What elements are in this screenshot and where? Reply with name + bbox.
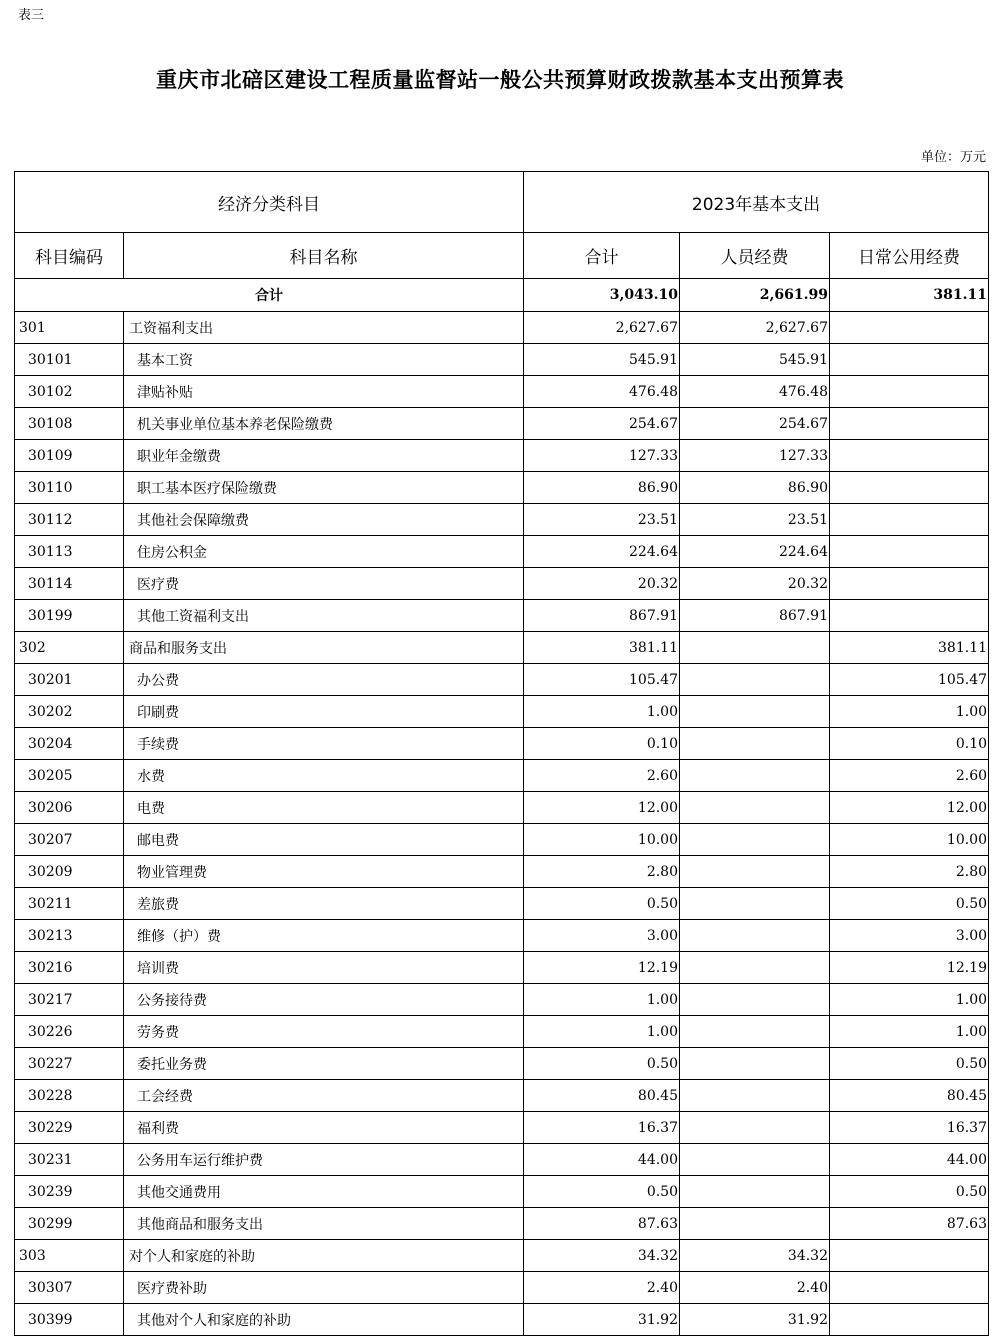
row-name: 住房公积金 xyxy=(124,536,524,568)
row-personnel xyxy=(680,1080,830,1112)
row-code: 30101 xyxy=(15,344,124,376)
row-personnel xyxy=(680,952,830,984)
row-total: 34.32 xyxy=(524,1240,680,1272)
table-row xyxy=(15,440,989,472)
row-name: 其他工资福利支出 xyxy=(124,600,524,632)
row-personnel: 476.48 xyxy=(680,376,830,408)
row-total: 87.63 xyxy=(524,1208,680,1240)
row-code: 30206 xyxy=(15,792,124,824)
row-personnel xyxy=(680,792,830,824)
row-name: 印刷费 xyxy=(124,696,524,728)
row-name: 职工基本医疗保险缴费 xyxy=(124,472,524,504)
row-daily: 0.50 xyxy=(830,1176,989,1208)
row-total: 10.00 xyxy=(524,824,680,856)
row-personnel xyxy=(680,920,830,952)
row-name: 差旅费 xyxy=(124,888,524,920)
table-row xyxy=(15,1272,989,1304)
header-econ-class: 经济分类科目 xyxy=(15,172,524,233)
table-row xyxy=(15,600,989,632)
row-daily xyxy=(830,408,989,440)
row-daily xyxy=(830,312,989,344)
table-row xyxy=(15,824,989,856)
row-daily xyxy=(830,472,989,504)
row-code: 30229 xyxy=(15,1112,124,1144)
row-code: 30201 xyxy=(15,664,124,696)
table-row xyxy=(15,1112,989,1144)
header-total: 合计 xyxy=(524,233,680,279)
table-row xyxy=(15,568,989,600)
table-row xyxy=(15,856,989,888)
table-row xyxy=(15,696,989,728)
row-daily xyxy=(830,504,989,536)
table-row xyxy=(15,1176,989,1208)
row-code: 30108 xyxy=(15,408,124,440)
table-row xyxy=(15,952,989,984)
row-code: 30207 xyxy=(15,824,124,856)
row-name: 工资福利支出 xyxy=(124,312,524,344)
row-total: 1.00 xyxy=(524,984,680,1016)
row-daily: 1.00 xyxy=(830,696,989,728)
row-total: 12.00 xyxy=(524,792,680,824)
row-code: 30113 xyxy=(15,536,124,568)
budget-table xyxy=(14,171,989,1336)
row-total: 80.45 xyxy=(524,1080,680,1112)
row-total: 23.51 xyxy=(524,504,680,536)
row-name: 对个人和家庭的补助 xyxy=(124,1240,524,1272)
row-name: 电费 xyxy=(124,792,524,824)
row-code: 30213 xyxy=(15,920,124,952)
unit-label: 单位：万元 xyxy=(920,150,986,165)
header-code: 科目编码 xyxy=(15,233,124,279)
row-personnel xyxy=(680,696,830,728)
total-daily: 381.11 xyxy=(830,279,989,312)
table-row xyxy=(15,984,989,1016)
row-code: 30239 xyxy=(15,1176,124,1208)
table-row xyxy=(15,888,989,920)
row-personnel: 34.32 xyxy=(680,1240,830,1272)
row-name: 医疗费 xyxy=(124,568,524,600)
row-daily xyxy=(830,1304,989,1336)
row-code: 30205 xyxy=(15,760,124,792)
row-daily: 3.00 xyxy=(830,920,989,952)
row-total: 2.80 xyxy=(524,856,680,888)
row-code: 30204 xyxy=(15,728,124,760)
row-daily xyxy=(830,1272,989,1304)
row-total: 545.91 xyxy=(524,344,680,376)
row-total: 0.10 xyxy=(524,728,680,760)
row-total: 1.00 xyxy=(524,1016,680,1048)
row-name: 其他商品和服务支出 xyxy=(124,1208,524,1240)
row-personnel xyxy=(680,1112,830,1144)
row-name: 办公费 xyxy=(124,664,524,696)
row-personnel: 31.92 xyxy=(680,1304,830,1336)
row-personnel xyxy=(680,984,830,1016)
row-code: 301 xyxy=(15,312,124,344)
row-daily: 87.63 xyxy=(830,1208,989,1240)
row-daily: 16.37 xyxy=(830,1112,989,1144)
row-name: 商品和服务支出 xyxy=(124,632,524,664)
row-total: 20.32 xyxy=(524,568,680,600)
row-code: 30228 xyxy=(15,1080,124,1112)
table-row xyxy=(15,760,989,792)
row-personnel: 23.51 xyxy=(680,504,830,536)
table-row xyxy=(15,472,989,504)
row-personnel: 867.91 xyxy=(680,600,830,632)
row-code: 30399 xyxy=(15,1304,124,1336)
row-personnel: 2.40 xyxy=(680,1272,830,1304)
row-personnel xyxy=(680,1208,830,1240)
row-total: 254.67 xyxy=(524,408,680,440)
header-row-columns xyxy=(15,233,989,279)
row-total: 2.40 xyxy=(524,1272,680,1304)
row-name: 物业管理费 xyxy=(124,856,524,888)
row-personnel xyxy=(680,856,830,888)
row-code: 30102 xyxy=(15,376,124,408)
row-daily xyxy=(830,376,989,408)
row-total: 867.91 xyxy=(524,600,680,632)
row-name: 维修（护）费 xyxy=(124,920,524,952)
row-total: 16.37 xyxy=(524,1112,680,1144)
row-name: 公务接待费 xyxy=(124,984,524,1016)
row-total: 127.33 xyxy=(524,440,680,472)
row-code: 30299 xyxy=(15,1208,124,1240)
row-name: 培训费 xyxy=(124,952,524,984)
row-total: 0.50 xyxy=(524,1176,680,1208)
row-total: 381.11 xyxy=(524,632,680,664)
row-daily: 2.80 xyxy=(830,856,989,888)
row-total: 31.92 xyxy=(524,1304,680,1336)
row-code: 30227 xyxy=(15,1048,124,1080)
document-title: 重庆市北碚区建设工程质量监督站一般公共预算财政拨款基本支出预算表 xyxy=(156,67,844,92)
table-row xyxy=(15,504,989,536)
row-total: 2.60 xyxy=(524,760,680,792)
row-daily: 1.00 xyxy=(830,984,989,1016)
row-personnel xyxy=(680,888,830,920)
row-daily: 105.47 xyxy=(830,664,989,696)
total-personnel: 2,661.99 xyxy=(680,279,830,312)
row-total: 1.00 xyxy=(524,696,680,728)
row-code: 30231 xyxy=(15,1144,124,1176)
table-row xyxy=(15,1240,989,1272)
header-personnel: 人员经费 xyxy=(680,233,830,279)
row-daily: 80.45 xyxy=(830,1080,989,1112)
table-row xyxy=(15,1208,989,1240)
row-daily: 1.00 xyxy=(830,1016,989,1048)
row-personnel: 86.90 xyxy=(680,472,830,504)
row-daily xyxy=(830,568,989,600)
row-personnel xyxy=(680,824,830,856)
row-code: 30226 xyxy=(15,1016,124,1048)
row-code: 30110 xyxy=(15,472,124,504)
table-row xyxy=(15,1048,989,1080)
row-name: 水费 xyxy=(124,760,524,792)
row-personnel: 224.64 xyxy=(680,536,830,568)
row-total: 86.90 xyxy=(524,472,680,504)
row-personnel: 2,627.67 xyxy=(680,312,830,344)
row-daily: 2.60 xyxy=(830,760,989,792)
row-name: 邮电费 xyxy=(124,824,524,856)
row-personnel xyxy=(680,664,830,696)
table-row xyxy=(15,664,989,696)
row-daily: 12.19 xyxy=(830,952,989,984)
table-row xyxy=(15,1080,989,1112)
row-daily xyxy=(830,1240,989,1272)
table-row xyxy=(15,312,989,344)
row-total: 476.48 xyxy=(524,376,680,408)
row-name: 机关事业单位基本养老保险缴费 xyxy=(124,408,524,440)
total-amount: 3,043.10 xyxy=(524,279,680,312)
row-code: 30307 xyxy=(15,1272,124,1304)
row-name: 职业年金缴费 xyxy=(124,440,524,472)
row-daily: 0.50 xyxy=(830,1048,989,1080)
row-total: 3.00 xyxy=(524,920,680,952)
table-row xyxy=(15,1144,989,1176)
header-name: 科目名称 xyxy=(124,233,524,279)
row-daily: 0.50 xyxy=(830,888,989,920)
row-code: 30217 xyxy=(15,984,124,1016)
row-personnel: 254.67 xyxy=(680,408,830,440)
header-row-top xyxy=(15,172,989,233)
row-name: 福利费 xyxy=(124,1112,524,1144)
row-personnel xyxy=(680,1176,830,1208)
row-personnel xyxy=(680,728,830,760)
table-row xyxy=(15,1016,989,1048)
table-row xyxy=(15,376,989,408)
row-total: 224.64 xyxy=(524,536,680,568)
header-daily: 日常公用经费 xyxy=(830,233,989,279)
row-daily xyxy=(830,440,989,472)
row-daily xyxy=(830,536,989,568)
row-name: 其他交通费用 xyxy=(124,1176,524,1208)
total-row xyxy=(15,279,989,312)
row-name: 手续费 xyxy=(124,728,524,760)
table-row xyxy=(15,408,989,440)
table-row xyxy=(15,1304,989,1336)
row-personnel xyxy=(680,760,830,792)
row-name: 其他社会保障缴费 xyxy=(124,504,524,536)
table-row xyxy=(15,632,989,664)
table-number-label: 表三 xyxy=(18,8,45,23)
row-name: 工会经费 xyxy=(124,1080,524,1112)
row-daily: 10.00 xyxy=(830,824,989,856)
row-code: 30112 xyxy=(15,504,124,536)
header-year-budget: 2023年基本支出 xyxy=(524,172,989,233)
table-row xyxy=(15,920,989,952)
row-name: 劳务费 xyxy=(124,1016,524,1048)
row-name: 津贴补贴 xyxy=(124,376,524,408)
row-total: 2,627.67 xyxy=(524,312,680,344)
row-personnel xyxy=(680,1048,830,1080)
row-code: 30199 xyxy=(15,600,124,632)
row-name: 公务用车运行维护费 xyxy=(124,1144,524,1176)
table-row xyxy=(15,344,989,376)
row-name: 其他对个人和家庭的补助 xyxy=(124,1304,524,1336)
row-total: 0.50 xyxy=(524,1048,680,1080)
row-total: 44.00 xyxy=(524,1144,680,1176)
table-row xyxy=(15,728,989,760)
row-total: 0.50 xyxy=(524,888,680,920)
row-personnel: 20.32 xyxy=(680,568,830,600)
row-code: 30211 xyxy=(15,888,124,920)
total-label: 合计 xyxy=(15,279,524,312)
row-name: 委托业务费 xyxy=(124,1048,524,1080)
row-total: 105.47 xyxy=(524,664,680,696)
row-code: 30216 xyxy=(15,952,124,984)
table-row xyxy=(15,536,989,568)
row-code: 30202 xyxy=(15,696,124,728)
table-row xyxy=(15,792,989,824)
row-daily xyxy=(830,344,989,376)
row-personnel: 127.33 xyxy=(680,440,830,472)
row-name: 医疗费补助 xyxy=(124,1272,524,1304)
row-total: 12.19 xyxy=(524,952,680,984)
row-daily: 0.10 xyxy=(830,728,989,760)
row-personnel xyxy=(680,632,830,664)
row-daily xyxy=(830,600,989,632)
row-code: 302 xyxy=(15,632,124,664)
row-daily: 12.00 xyxy=(830,792,989,824)
row-code: 30209 xyxy=(15,856,124,888)
row-personnel xyxy=(680,1016,830,1048)
row-daily: 381.11 xyxy=(830,632,989,664)
row-code: 30109 xyxy=(15,440,124,472)
row-name: 基本工资 xyxy=(124,344,524,376)
row-personnel xyxy=(680,1144,830,1176)
row-code: 303 xyxy=(15,1240,124,1272)
row-daily: 44.00 xyxy=(830,1144,989,1176)
row-personnel: 545.91 xyxy=(680,344,830,376)
row-code: 30114 xyxy=(15,568,124,600)
